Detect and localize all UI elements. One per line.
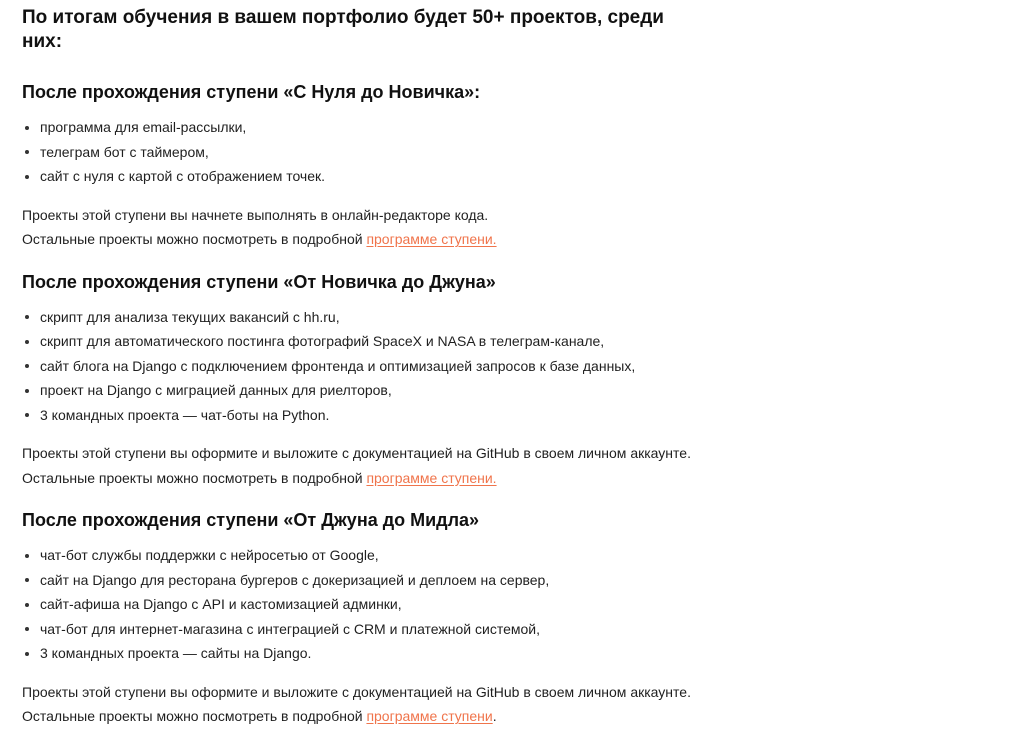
list-item: чат-бот службы поддержки с нейросетью от Google, (22, 543, 702, 568)
project-list (22, 305, 702, 428)
program-link[interactable]: программе ступени (366, 708, 493, 724)
program-link[interactable]: программе ступени. (366, 469, 497, 486)
list-item: скрипт для автоматического постинга фотографий SpaceX и NASA в телеграм-канале, (22, 329, 702, 354)
list-item: сайт блога на Django с подключением фронтенда и оптимизацией запросов к базе данных, (22, 354, 702, 379)
page-title: По итогам обучения в вашем портфолио будет 50+ проектов, среди них: (22, 7, 664, 52)
stage-section-junior (22, 270, 702, 491)
program-link[interactable]: программе ступени. (366, 231, 497, 247)
list-item: 3 командных проекта — сайты на Django. (22, 641, 702, 666)
stage-title: После прохождения ступени «От Новичка до Джуна» (22, 271, 496, 292)
list-item: сайт-афиша на Django с API и кастомизацией админки, (22, 592, 702, 617)
list-item: проект на Django с миграцией данных для риелторов, (22, 378, 702, 403)
list-item: сайт с нуля с картой с отображением точек. (22, 164, 702, 189)
stage-note: Проекты этой ступени вы оформите и выложите с документацией на GitHub в своем личном аккаунте. (22, 683, 691, 700)
more-projects-line (22, 466, 702, 491)
list-item: телеграм бот с таймером, (22, 140, 702, 165)
more-projects-text: Остальные проекты можно посмотреть в подробной (22, 708, 367, 724)
stage-note: Проекты этой ступени вы оформите и выложите с документацией на GitHub в своем личном аккаунте. (22, 445, 691, 461)
project-list (22, 115, 702, 189)
more-projects-text: Остальные проекты можно посмотреть в подробной (22, 231, 367, 247)
more-projects-line (22, 704, 702, 729)
list-item: скрипт для анализа текущих вакансий с hh.ru, (22, 305, 702, 330)
list-item: программа для email-рассылки, (22, 115, 702, 140)
more-projects-line (22, 227, 702, 252)
list-item: 3 командных проекта — чат-боты на Python. (22, 403, 702, 428)
list-item: сайт на Django для ресторана бургеров с докеризацией и деплоем на сервер, (22, 568, 702, 593)
portfolio-content (22, 6, 702, 747)
project-list (22, 543, 702, 666)
stage-section-middle (22, 508, 702, 729)
stage-title: После прохождения ступени «С Нуля до Новичка»: (22, 82, 481, 102)
more-projects-text: Остальные проекты можно посмотреть в подробной (22, 469, 367, 486)
stage-note: Проекты этой ступени вы начнете выполнять в онлайн-редакторе кода. (22, 206, 489, 223)
stage-section-beginner (22, 80, 702, 252)
list-item: чат-бот для интернет-магазина с интеграцией с CRM и платежной системой, (22, 617, 702, 642)
stage-title: После прохождения ступени «От Джуна до Мидла» (22, 510, 480, 530)
link-suffix: . (492, 708, 497, 724)
